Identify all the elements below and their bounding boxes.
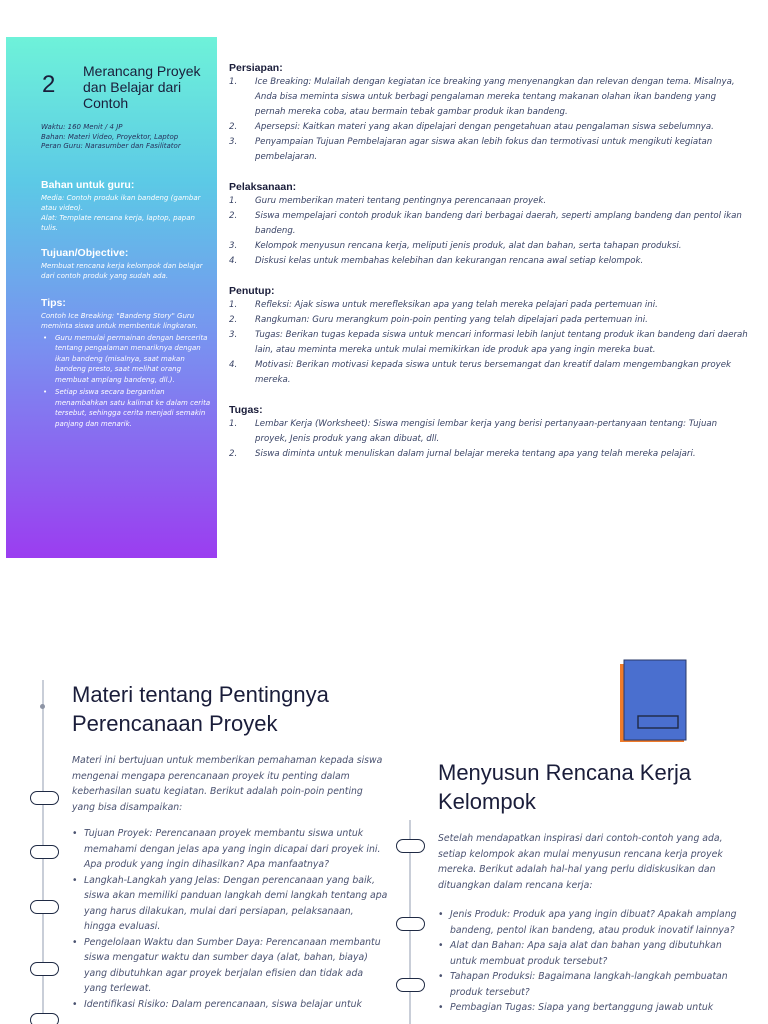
timeline-dot	[40, 704, 45, 709]
timeline-node	[30, 791, 59, 805]
list-item	[229, 135, 749, 165]
materi-intro: Materi ini bertujuan untuk memberikan pemahaman kepada siswa mengenai mengapa perencanaan proyek itu penting dalam keberhasilan suatu kegiatan. Berikut adalah poin-poin penting yang bisa disampaikan:	[72, 755, 383, 813]
item-text: Apersepsi: Kaitkan materi yang akan dipelajari dengan pengetahuan atau pengalaman siswa sebelumnya.	[255, 122, 714, 132]
item-text: Penyampaian Tujuan Pembelajaran agar siswa akan lebih fokus dan termotivasi untuk mengikuti kegiatan pembelajaran.	[255, 137, 713, 162]
item-text: Siswa diminta untuk menuliskan dalam jurnal belajar mereka tentang apa yang telah mereka pelajari.	[255, 449, 696, 459]
notebook-icon	[618, 658, 688, 744]
list-item	[229, 75, 749, 120]
tugas-list	[229, 417, 749, 462]
item-number: 3.	[229, 241, 238, 251]
item-number: 1.	[229, 196, 238, 206]
list-item: • Pengelolaan Waktu dan Sumber Daya: Perencanaan membantu siswa mengatur waktu dan sumber daya (alat, bahan, biaya) yang dibutuhkan agar proyek berjalan efisien dan tidak ada yang terlewat.	[72, 935, 388, 997]
item-text: Rangkuman: Guru merangkum poin-poin penting yang telah dipelajari pada pertemuan ini.	[255, 315, 648, 325]
materi-title	[72, 680, 329, 738]
list-item	[229, 298, 749, 313]
timeline-node	[396, 917, 425, 931]
item-number: 1.	[229, 419, 238, 429]
list-item	[229, 120, 749, 135]
section-title-line: dan Belajar dari	[83, 79, 182, 95]
item-number: 1.	[229, 77, 238, 87]
section-title-line: Contoh	[83, 95, 129, 111]
item-text: Lembar Kerja (Worksheet): Siswa mengisi lembar kerja yang berisi pertanyaan-pertanyaan tentang: Tujuan proyek, Jenis produk yang akan dibuat, dll.	[255, 419, 718, 444]
section-title-line: Merancang Proyek	[83, 63, 201, 79]
rencana-title-line: Kelompok	[438, 789, 536, 814]
timeline-node	[396, 978, 425, 992]
section-meta	[41, 123, 211, 152]
bahan-text: Media: Contoh produk ikan bandeng (gambar atau video). Alat: Template rencana kerja, laptop, papan tulis.	[41, 193, 201, 232]
item-text: Guru memberikan materi tentang pentingnya perencanaan proyek.	[255, 196, 547, 206]
list-item: • Tahapan Produksi: Bagaimana langkah-langkah pembuatan produk tersebut?	[438, 969, 748, 1000]
sidebar-panel	[6, 37, 217, 558]
persiapan-heading: Persiapan:	[229, 62, 283, 74]
list-item: • Jenis Produk: Produk apa yang ingin dibuat? Apakah amplang bandeng, pentol ikan bandeng, atau produk inovatif lainnya?	[438, 907, 748, 938]
list-item: • Alat dan Bahan: Apa saja alat dan bahan yang dibutuhkan untuk membuat produk tersebut?	[438, 938, 748, 969]
meta-teacher-role: Peran Guru: Narasumber dan Fasilitator	[41, 142, 181, 150]
list-item	[229, 239, 749, 254]
list-item	[229, 209, 749, 239]
item-number: 2.	[229, 315, 238, 325]
timeline-node	[30, 962, 59, 976]
tips-text: Contoh Ice Breaking: "Bandeng Story" Guru meminta siswa untuk membentuk lingkaran.	[41, 311, 198, 330]
section-number: 2	[42, 71, 56, 98]
item-number: 3.	[229, 330, 238, 340]
timeline-node	[30, 1013, 59, 1024]
timeline-node	[396, 839, 425, 853]
tujuan-heading: Tujuan/Objective:	[41, 246, 129, 259]
list-item	[229, 417, 749, 447]
pelaksanaan-heading: Pelaksanaan:	[229, 181, 297, 193]
lesson-steps	[229, 62, 749, 462]
materi-title-line: Materi tentang Pentingnya	[72, 682, 329, 707]
list-item	[229, 194, 749, 209]
list-item: • Setiap siswa secara bergantian menambahkan satu kalimat ke dalam cerita tersebut, sehingga cerita menjadi semakin panjang dan menarik.	[41, 387, 211, 429]
rencana-intro: Setelah mendapatkan inspirasi dari contoh-contoh yang ada, setiap kelompok akan mulai menyusun rencana kerja proyek mereka. Berikut adalah hal-hal yang perlu didiskusikan dan dituangkan dalam rencana kerja:	[438, 833, 723, 891]
rencana-list	[438, 907, 748, 1016]
list-item	[229, 447, 749, 462]
materi-title-line: Perencanaan Proyek	[72, 711, 278, 736]
list-item: • Guru memulai permainan dengan bercerita tentang pengalaman menariknya dengan ikan bandeng (misalnya, saat makan bandeng presto, saat melihat orang membuat amplang bandeng, dll.).	[41, 333, 211, 386]
pelaksanaan-list	[229, 194, 749, 269]
tips-heading: Tips:	[41, 296, 66, 309]
section-title	[83, 63, 211, 111]
meta-time: Waktu: 160 Menit / 4 JP	[41, 123, 123, 131]
item-number: 3.	[229, 137, 238, 147]
list-item: • Pembagian Tugas: Siapa yang bertanggung jawab untuk	[438, 1000, 748, 1016]
tips-list	[41, 333, 211, 430]
item-text: Tugas: Berikan tugas kepada siswa untuk mencari informasi lebih lanjut tentang produk ikan bandeng dari daerah lain, atau meminta mereka untuk mulai memikirkan ide produk apa yang ingin mereka buat.	[255, 330, 748, 355]
item-text: Siswa mempelajari contoh produk ikan bandeng dari berbagai daerah, seperti amplang bandeng dan pentol ikan bandeng.	[255, 211, 742, 236]
timeline-node	[30, 845, 59, 859]
penutup-list	[229, 298, 749, 388]
item-number: 2.	[229, 449, 238, 459]
bahan-heading: Bahan untuk guru:	[41, 178, 135, 191]
tugas-heading: Tugas:	[229, 404, 263, 416]
rencana-title	[438, 758, 691, 816]
item-number: 1.	[229, 300, 238, 310]
list-item: • Identifikasi Risiko: Dalam perencanaan, siswa belajar untuk	[72, 997, 388, 1013]
penutup-heading: Penutup:	[229, 285, 275, 297]
item-text: Motivasi: Berikan motivasi kepada siswa untuk terus bersemangat dan kreatif dalam mengembangkan proyek mereka.	[255, 360, 731, 385]
list-item: • Tujuan Proyek: Perencanaan proyek membantu siswa untuk memahami dengan jelas apa yang ingin dicapai dari proyek ini. Apa produk yang ingin dihasilkan? Apa manfaatnya?	[72, 826, 388, 873]
item-number: 4.	[229, 360, 238, 370]
item-text: Refleksi: Ajak siswa untuk merefleksikan apa yang telah mereka pelajari pada pertemuan ini.	[255, 300, 658, 310]
list-item: • Langkah-Langkah yang Jelas: Dengan perencanaan yang baik, siswa akan memiliki panduan langkah demi langkah tentang apa yang harus dilakukan, mulai dari persiapan, pelaksanaan, hingga evaluasi.	[72, 873, 388, 935]
rencana-title-line: Menyusun Rencana Kerja	[438, 760, 692, 785]
persiapan-list	[229, 75, 749, 165]
list-item	[229, 358, 749, 388]
item-text: Ice Breaking: Mulailah dengan kegiatan ice breaking yang menyenangkan dan relevan dengan tema. Misalnya, Anda bisa meminta siswa untuk berbagi pengalaman mereka tentang makanan olahan ikan bandeng yang pernah mereka coba, atau bermain tebak gambar produk ikan bandeng.	[255, 77, 735, 117]
timeline-node	[30, 900, 59, 914]
item-number: 4.	[229, 256, 238, 266]
item-number: 2.	[229, 122, 238, 132]
list-item	[229, 313, 749, 328]
item-number: 2.	[229, 211, 238, 221]
item-text: Kelompok menyusun rencana kerja, meliputi jenis produk, alat dan bahan, serta tahapan produksi.	[255, 241, 682, 251]
list-item	[229, 328, 749, 358]
item-text: Diskusi kelas untuk membahas kelebihan dan kekurangan rencana awal setiap kelompok.	[255, 256, 644, 266]
tujuan-text: Membuat rencana kerja kelompok dan belajar dari contoh produk yang sudah ada.	[41, 261, 203, 280]
meta-materials: Bahan: Materi Video, Proyektor, Laptop	[41, 132, 179, 141]
materi-list	[72, 826, 388, 1012]
list-item	[229, 254, 749, 269]
